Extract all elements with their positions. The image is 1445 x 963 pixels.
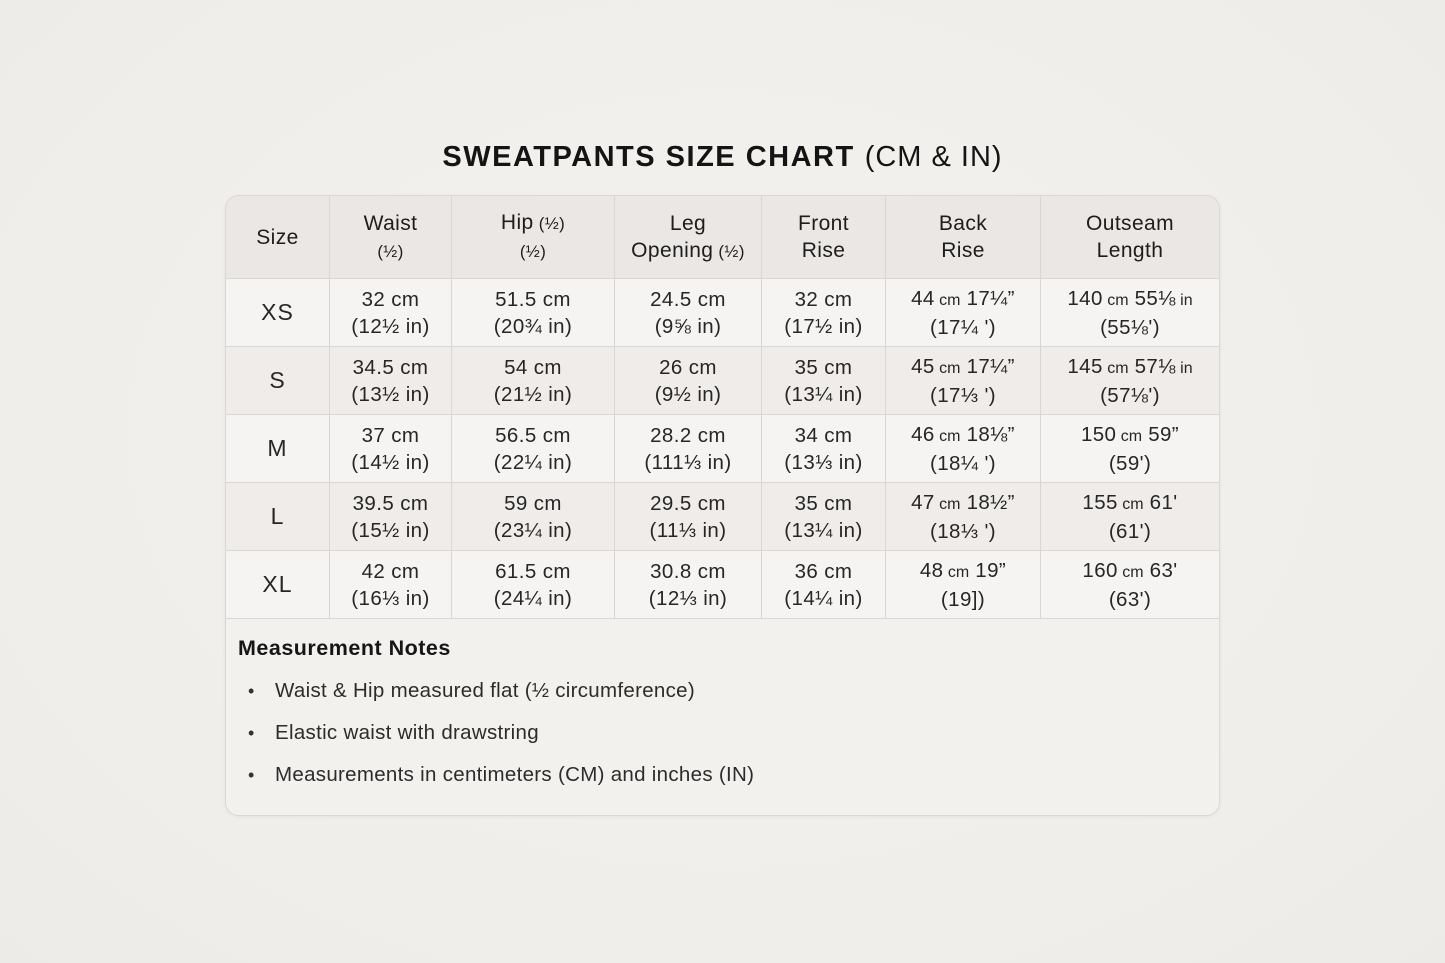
cell-line: (12½ in) bbox=[351, 314, 430, 338]
cell-line: 35 cm bbox=[794, 355, 853, 379]
table-cell bbox=[762, 551, 886, 619]
cell-line: (59') bbox=[1108, 451, 1152, 475]
table-cell bbox=[762, 279, 886, 347]
cell-line: 35 cm bbox=[794, 491, 853, 515]
cell-line: Opening (½) bbox=[631, 238, 745, 262]
cell-line: (57⅛') bbox=[1100, 383, 1160, 407]
cell-line: 32 cm bbox=[361, 287, 420, 311]
header-cell bbox=[615, 196, 762, 279]
cell-line: XL bbox=[262, 571, 293, 597]
table-cell bbox=[886, 415, 1041, 483]
table-cell bbox=[1041, 279, 1219, 347]
cell-line: (55⅛') bbox=[1100, 315, 1160, 339]
table-row bbox=[226, 551, 1219, 619]
table-cell bbox=[452, 415, 615, 483]
cell-line: 59 cm bbox=[504, 491, 562, 515]
table-header-row bbox=[226, 196, 1219, 279]
cell-line: 54 cm bbox=[504, 355, 562, 379]
cell-line: (111⅓ in) bbox=[644, 450, 732, 474]
size-cell bbox=[226, 347, 330, 415]
cell-line: (12⅓ in) bbox=[648, 586, 728, 610]
note-text: Measurements in centimeters (CM) and inches (IN) bbox=[275, 763, 755, 786]
table-cell bbox=[762, 415, 886, 483]
cell-line: (13½ in) bbox=[351, 382, 430, 406]
cell-line: Hip (½) bbox=[500, 211, 566, 234]
table-row bbox=[226, 415, 1219, 483]
table-cell bbox=[452, 551, 615, 619]
cell-line: (20¾ in) bbox=[493, 314, 573, 338]
table-cell bbox=[762, 347, 886, 415]
note-item bbox=[238, 679, 1195, 703]
cell-line: (14¼ in) bbox=[784, 586, 863, 610]
cell-line: 48 cm 19” bbox=[919, 558, 1007, 582]
note-item bbox=[238, 763, 1195, 787]
notes-list bbox=[238, 679, 1195, 787]
table-body bbox=[226, 279, 1219, 619]
table-cell bbox=[762, 483, 886, 551]
cell-line: 26 cm bbox=[659, 355, 717, 379]
cell-line: 61.5 cm bbox=[495, 559, 571, 583]
cell-line: 47 cm 18½” bbox=[911, 490, 1015, 514]
cell-line: (23¼ in) bbox=[493, 518, 573, 542]
cell-line: 37 cm bbox=[361, 423, 420, 447]
header-cell bbox=[226, 196, 330, 279]
table-cell bbox=[615, 415, 762, 483]
page-title-units: (CM & IN) bbox=[864, 141, 1003, 173]
table-cell bbox=[615, 347, 762, 415]
note-text: Waist & Hip measured flat (½ circumference) bbox=[275, 679, 695, 702]
cell-line: (11⅓ in) bbox=[649, 518, 727, 542]
table-cell bbox=[1041, 551, 1219, 619]
cell-line: (17⅓ ') bbox=[930, 383, 996, 407]
cell-line: (9½ in) bbox=[654, 382, 722, 406]
table-cell bbox=[1041, 483, 1219, 551]
cell-line: 29.5 cm bbox=[650, 491, 726, 515]
cell-line: 160 cm 63' bbox=[1082, 558, 1178, 582]
table-cell bbox=[886, 483, 1041, 551]
note-text: Elastic waist with drawstring bbox=[275, 721, 539, 744]
page-title-main: SWEATPANTS SIZE CHART bbox=[442, 141, 855, 173]
cell-line: (17¼ ') bbox=[930, 315, 996, 339]
table-cell bbox=[886, 279, 1041, 347]
cell-line: (21½ in) bbox=[493, 382, 573, 406]
cell-line: (61') bbox=[1108, 519, 1152, 543]
header-cell bbox=[452, 196, 615, 279]
cell-line: Front bbox=[797, 212, 849, 235]
notes-heading: Measurement Notes bbox=[238, 636, 451, 660]
header-cell bbox=[762, 196, 886, 279]
cell-line: (19]) bbox=[940, 587, 986, 611]
header-cell bbox=[330, 196, 452, 279]
cell-line: (63') bbox=[1108, 587, 1152, 611]
cell-line: 150 cm 59” bbox=[1080, 422, 1180, 446]
cell-line: S bbox=[269, 367, 286, 393]
cell-line: Leg bbox=[669, 211, 707, 235]
cell-line: (½) bbox=[377, 241, 404, 261]
cell-line: 51.5 cm bbox=[495, 287, 571, 311]
cell-line: XS bbox=[261, 299, 294, 325]
measurement-notes bbox=[226, 619, 1219, 815]
cell-line: 39.5 cm bbox=[352, 491, 429, 515]
cell-line: 34 cm bbox=[794, 423, 853, 447]
cell-line: 34.5 cm bbox=[352, 355, 429, 379]
cell-line: Waist bbox=[363, 211, 418, 235]
table-cell bbox=[452, 347, 615, 415]
cell-line: (17½ in) bbox=[784, 314, 863, 338]
bullet-icon: • bbox=[248, 723, 255, 743]
table-cell bbox=[615, 551, 762, 619]
header-cell bbox=[1041, 196, 1219, 279]
table-cell bbox=[330, 551, 452, 619]
cell-line: Length bbox=[1096, 239, 1164, 262]
cell-line: (14½ in) bbox=[351, 450, 430, 474]
bullet-icon: • bbox=[248, 765, 255, 785]
cell-line: (22¼ in) bbox=[493, 450, 573, 474]
size-cell bbox=[226, 551, 330, 619]
cell-line: 32 cm bbox=[794, 287, 853, 311]
cell-line: 24.5 cm bbox=[650, 287, 726, 311]
cell-line: Back bbox=[938, 212, 988, 235]
note-item bbox=[238, 721, 1195, 745]
table-cell bbox=[886, 551, 1041, 619]
bullet-icon: • bbox=[248, 681, 255, 701]
cell-line: (18⅓ ') bbox=[930, 519, 996, 543]
cell-line: (13¼ in) bbox=[784, 382, 863, 406]
table-row bbox=[226, 483, 1219, 551]
size-cell bbox=[226, 483, 330, 551]
table-cell bbox=[886, 347, 1041, 415]
table-cell bbox=[330, 483, 452, 551]
cell-line: Rise bbox=[941, 239, 985, 262]
table-cell bbox=[615, 279, 762, 347]
table-cell bbox=[615, 483, 762, 551]
cell-line: 42 cm bbox=[361, 559, 420, 583]
cell-line: (15½ in) bbox=[351, 518, 430, 542]
cell-line: Outseam bbox=[1086, 212, 1174, 235]
cell-line: (16⅓ in) bbox=[351, 586, 430, 610]
cell-line: 140 cm 55⅛ in bbox=[1067, 286, 1193, 310]
table-cell bbox=[1041, 347, 1219, 415]
cell-line: Size bbox=[256, 225, 299, 249]
cell-line: (13¼ in) bbox=[784, 518, 863, 542]
cell-line: 45 cm 17¼” bbox=[911, 354, 1015, 378]
cell-line: 30.8 cm bbox=[650, 559, 726, 583]
cell-line: 44 cm 17¼” bbox=[911, 286, 1015, 310]
cell-line: Rise bbox=[801, 239, 846, 262]
table-cell bbox=[330, 347, 452, 415]
table-cell bbox=[330, 415, 452, 483]
size-chart-table bbox=[225, 195, 1220, 816]
cell-line: (13⅓ in) bbox=[784, 450, 863, 474]
size-cell bbox=[226, 279, 330, 347]
cell-line: 46 cm 18⅛” bbox=[911, 422, 1015, 446]
table-cell bbox=[1041, 415, 1219, 483]
cell-line: (9⅝ in) bbox=[654, 314, 722, 338]
cell-line: (18¼ ') bbox=[930, 451, 996, 475]
table-cell bbox=[452, 483, 615, 551]
cell-line: M bbox=[267, 435, 288, 461]
cell-line: (24¼ in) bbox=[493, 586, 573, 610]
table-cell bbox=[452, 279, 615, 347]
size-cell bbox=[226, 415, 330, 483]
table-row bbox=[226, 279, 1219, 347]
cell-line: 28.2 cm bbox=[650, 423, 726, 447]
cell-line: 36 cm bbox=[794, 559, 853, 583]
cell-line: (½) bbox=[519, 242, 547, 261]
cell-line: 145 cm 57⅛ in bbox=[1067, 354, 1193, 378]
page-title bbox=[0, 141, 1445, 174]
table-row bbox=[226, 347, 1219, 415]
cell-line: 56.5 cm bbox=[495, 423, 571, 447]
table-cell bbox=[330, 279, 452, 347]
cell-line: L bbox=[270, 503, 285, 529]
cell-line: 155 cm 61' bbox=[1082, 490, 1178, 514]
header-cell bbox=[886, 196, 1041, 279]
